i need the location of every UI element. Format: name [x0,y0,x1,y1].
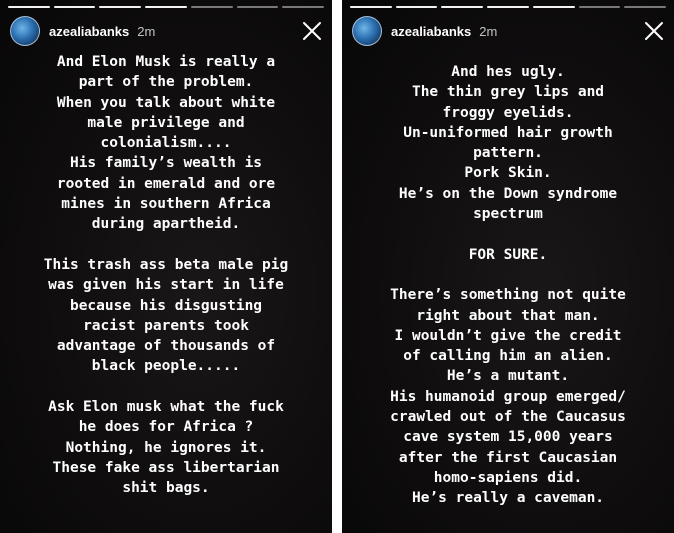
profile-avatar[interactable] [10,16,40,46]
progress-segment [624,6,666,8]
progress-segment [487,6,529,8]
progress-segment [191,6,233,8]
story-username[interactable]: azealiabanks [49,23,130,39]
close-icon[interactable] [644,21,664,41]
progress-segment [282,6,324,8]
story-panel-left [0,0,332,533]
progress-segment [396,6,438,8]
story-header [352,16,664,46]
story-text: And Elon Musk is really a part of the problem. When you talk about white male privilege and colonialism.... His family’s wealth is rooted in emerald and ore mines in southern Africa during apartheid. This trash ass beta male pig was given his start in life because his disgusting racist parents took advantage of thousands of black people..... Ask Elon musk what the fuck he does for Africa ? Nothing, he ignores it. These fake ass libertarian shit bags. [43,54,289,497]
story-timestamp: 2m [137,23,156,39]
progress-segment [145,6,187,8]
story-panel-right [342,0,674,533]
progress-segment [441,6,483,8]
story-header [10,16,322,46]
story-progress-bar [8,6,324,8]
profile-avatar[interactable] [352,16,382,46]
progress-segment [579,6,621,8]
progress-segment [8,6,50,8]
close-icon[interactable] [302,21,322,41]
story-progress-bar [350,6,666,8]
progress-segment [237,6,279,8]
progress-segment [533,6,575,8]
progress-segment [350,6,392,8]
story-timestamp: 2m [479,23,498,39]
progress-segment [54,6,96,8]
story-text: And hes ugly. The thin grey lips and froggy eyelids. Un-uniformed hair growth pattern. Pork Skin. He’s on the Down syndrome spectrum FOR SURE. There’s something not quite right about that man. I wouldn’t give the credit of calling him an alien. He’s a mutant. His humanoid group emerged/ crawled out of the Caucasus cave system 15,000 years after the first Caucasian homo-sapiens did. He’s really a caveman. [390,64,626,507]
story-username[interactable]: azealiabanks [391,23,472,39]
progress-segment [99,6,141,8]
